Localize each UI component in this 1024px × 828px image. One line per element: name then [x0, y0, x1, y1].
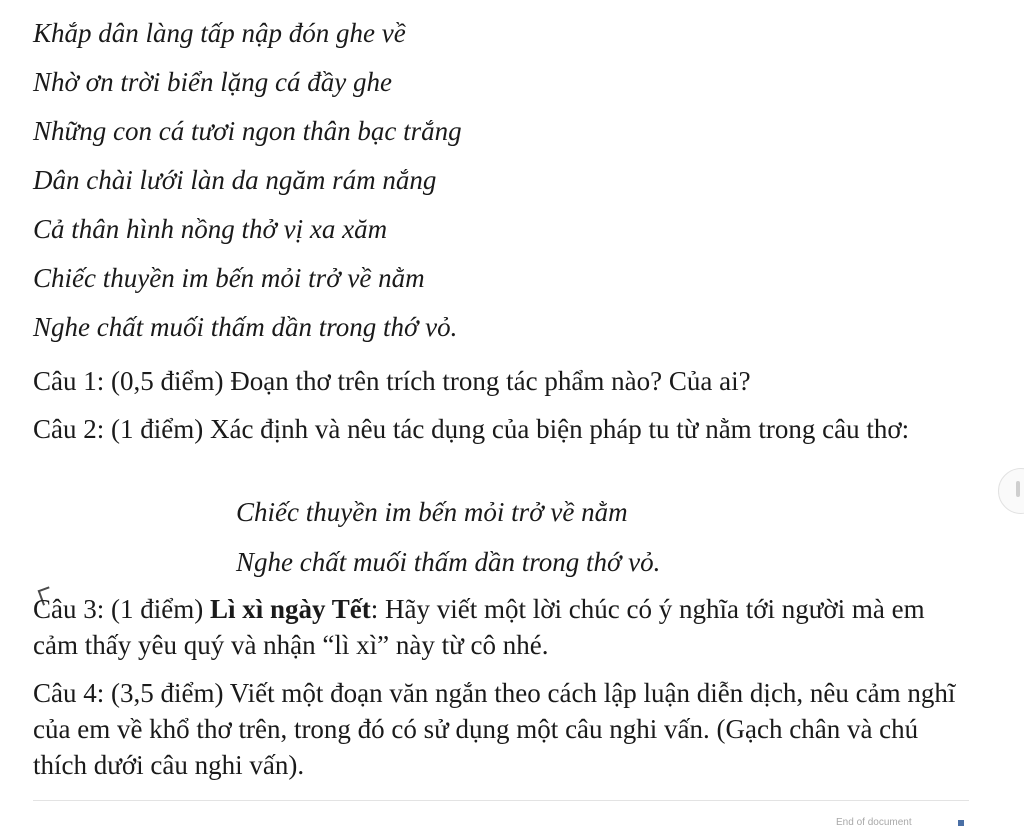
question-2-quote-line-1: Chiếc thuyền im bến mỏi trở về nằm — [236, 497, 628, 527]
question-3-text: : Hãy viết một lời chúc có ý nghĩa tới người mà em cảm thấy yêu quý và nhận “lì xì” này từ cô nhé. — [33, 594, 925, 660]
end-of-document-label: End of document — [836, 817, 912, 828]
question-4: Câu 4: (3,5 điểm) Viết một đoạn văn ngắn theo cách lập luận diễn dịch, nêu cảm nghĩ của em về khổ thơ trên, trong đó có sử dụng một câu nghi vấn. (Gạch chân và chú thích dưới câu nghi vấn). — [33, 678, 956, 780]
chevron-right-icon — [1016, 481, 1020, 497]
question-3-bold-title: Lì xì ngày Tết — [209, 594, 371, 624]
question-1: Câu 1: (0,5 điểm) Đoạn thơ trên trích trong tác phẩm nào? Của ai? — [33, 366, 751, 396]
question-2: Câu 2: (1 điểm) Xác định và nêu tác dụng của biện pháp tu từ nằm trong câu thơ: — [33, 414, 910, 444]
poem-line-7: Nghe chất muối thấm dần trong thớ vỏ. — [33, 312, 458, 342]
question-2-quote-line-2: Nghe chất muối thấm dần trong thớ vỏ. — [236, 547, 661, 577]
document-end-divider — [33, 800, 969, 801]
poem-line-5: Cả thân hình nồng thở vị xa xăm — [33, 214, 388, 244]
question-3-prefix: Câu 3: (1 điểm) — [33, 594, 210, 624]
poem-line-3: Những con cá tươi ngon thân bạc trắng — [33, 116, 462, 146]
poem-line-2: Nhờ ơn trời biển lặng cá đầy ghe — [33, 67, 392, 97]
end-marker-icon — [958, 820, 964, 826]
next-page-handle[interactable] — [998, 468, 1024, 514]
poem-line-6: Chiếc thuyền im bến mỏi trở về nằm — [33, 263, 425, 293]
poem-line-4: Dân chài lưới làn da ngăm rám nắng — [33, 165, 437, 195]
poem-line-1: Khắp dân làng tấp nập đón ghe về — [33, 18, 406, 48]
question-3 — [33, 591, 963, 663]
